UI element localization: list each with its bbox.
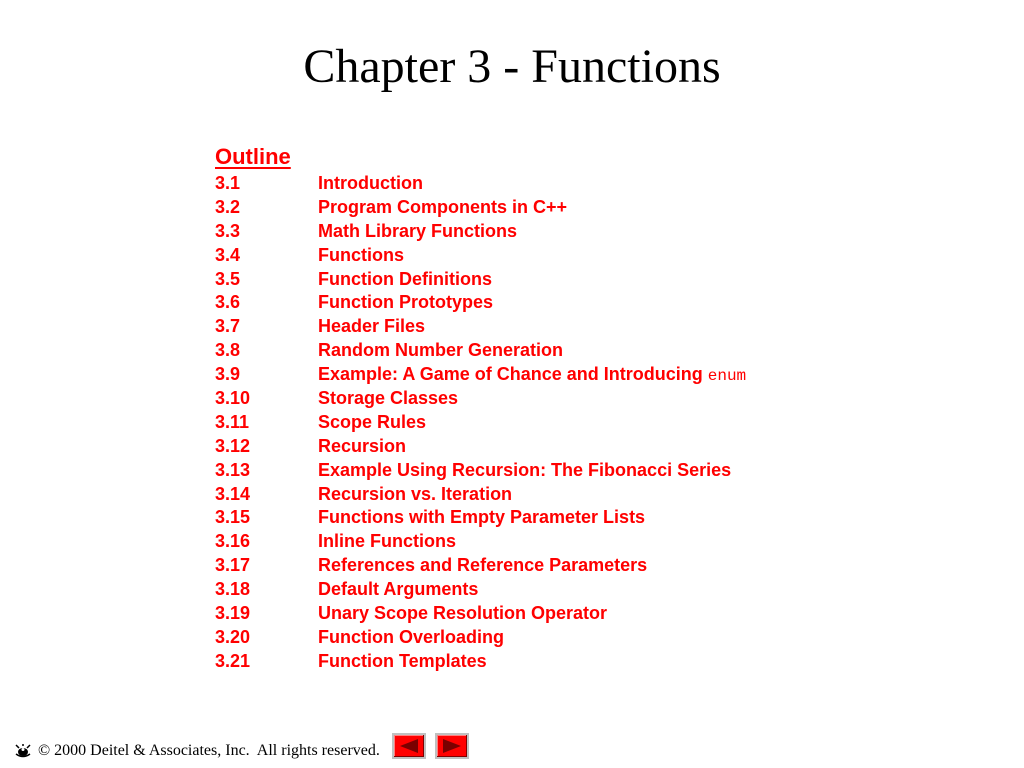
next-slide-button[interactable] (435, 733, 469, 759)
slide-title: Chapter 3 - Functions (303, 40, 721, 93)
outline-item-number: 3.15 (215, 507, 251, 528)
outline-item-label: Recursion vs. Iteration (318, 483, 513, 504)
outline-item (215, 339, 746, 363)
outline-item-number: 3.5 (215, 268, 241, 289)
outline-item-number: 3.18 (215, 579, 251, 600)
outline-item-number: 3.11 (215, 411, 250, 432)
outline-item-label: Inline Functions (318, 531, 456, 552)
outline-item-label: Program Components in C++ (318, 196, 568, 217)
copyright-text: © 2000 Deitel & Associates, Inc. All rights reserved. (38, 742, 380, 759)
outline-item (215, 530, 746, 554)
outline-item-number: 3.16 (215, 531, 251, 552)
outline-item-number: 3.3 (215, 220, 241, 241)
outline-item-number: 3.10 (215, 388, 251, 409)
deitel-bug-icon (14, 743, 32, 759)
outline-item (215, 483, 746, 507)
outline-item (215, 268, 746, 292)
outline-item-label: Introduction (318, 173, 423, 193)
outline-item-number: 3.21 (215, 650, 251, 671)
outline-heading: Outline (215, 144, 291, 169)
outline-item-label: Random Number Generation (318, 340, 564, 361)
outline-item (215, 196, 746, 220)
outline-item (215, 554, 746, 578)
outline-item (215, 578, 746, 602)
outline-item-label: Scope Rules (318, 411, 427, 432)
outline-item-label: Functions with Empty Parameter Lists (318, 507, 646, 528)
outline-item-label (318, 363, 746, 387)
outline-item-number: 3.6 (215, 292, 241, 313)
outline-item (215, 244, 746, 268)
outline-item (215, 435, 746, 459)
outline-item-label: Storage Classes (318, 388, 459, 409)
previous-slide-button[interactable] (392, 733, 426, 759)
outline-item-label: References and Reference Parameters (318, 555, 648, 576)
outline-item-label: Header Files (318, 316, 426, 337)
outline-item-label: Function Templates (318, 650, 487, 671)
outline-item-number: 3.9 (215, 364, 241, 385)
outline-item-number: 3.4 (215, 244, 241, 265)
outline-item-number: 3.12 (215, 435, 251, 456)
outline-item-number: 3.17 (215, 555, 251, 576)
outline-item-number: 3.2 (215, 196, 241, 217)
outline-item (215, 650, 746, 674)
outline-item-label: Example Using Recursion: The Fibonacci Series (318, 459, 732, 480)
code-keyword-enum: enum (707, 367, 747, 386)
outline-item-number: 3.20 (215, 626, 251, 647)
outline-item-number: 3.13 (215, 459, 251, 480)
outline-item-label: Functions (318, 244, 404, 265)
outline-item-label: Function Overloading (318, 626, 505, 647)
outline-item-number: 3.7 (215, 316, 241, 337)
outline-item-label: Unary Scope Resolution Operator (318, 603, 608, 624)
outline-item (215, 363, 746, 387)
outline-item-label: Recursion (318, 435, 407, 456)
footer (14, 740, 380, 762)
outline-item (215, 506, 746, 530)
outline (215, 143, 746, 674)
copyright-notice: 2000 Deitel & Associates, Inc. All rights reserved. (54, 742, 380, 759)
outline-item-label-text: Example: A Game of Chance and Introducing (318, 364, 708, 385)
outline-item-label: Math Library Functions (318, 220, 518, 241)
outline-item (215, 172, 746, 196)
triangle-left-icon (398, 738, 420, 754)
outline-item (215, 602, 746, 626)
outline-item-number: 3.19 (215, 603, 251, 624)
outline-item (215, 459, 746, 483)
outline-item (215, 411, 746, 435)
triangle-right-icon (441, 738, 463, 754)
outline-item-number: 3.1 (215, 173, 241, 193)
outline-item-number: 3.14 (215, 483, 251, 504)
outline-item-label: Function Prototypes (318, 292, 493, 313)
outline-item (215, 315, 746, 339)
outline-list (215, 172, 746, 674)
outline-item (215, 387, 746, 411)
outline-item (215, 291, 746, 315)
outline-item-label: Default Arguments (318, 579, 479, 600)
outline-item-number: 3.8 (215, 340, 241, 361)
outline-item-label: Function Definitions (318, 268, 492, 289)
outline-item (215, 626, 746, 650)
outline-item (215, 220, 746, 244)
